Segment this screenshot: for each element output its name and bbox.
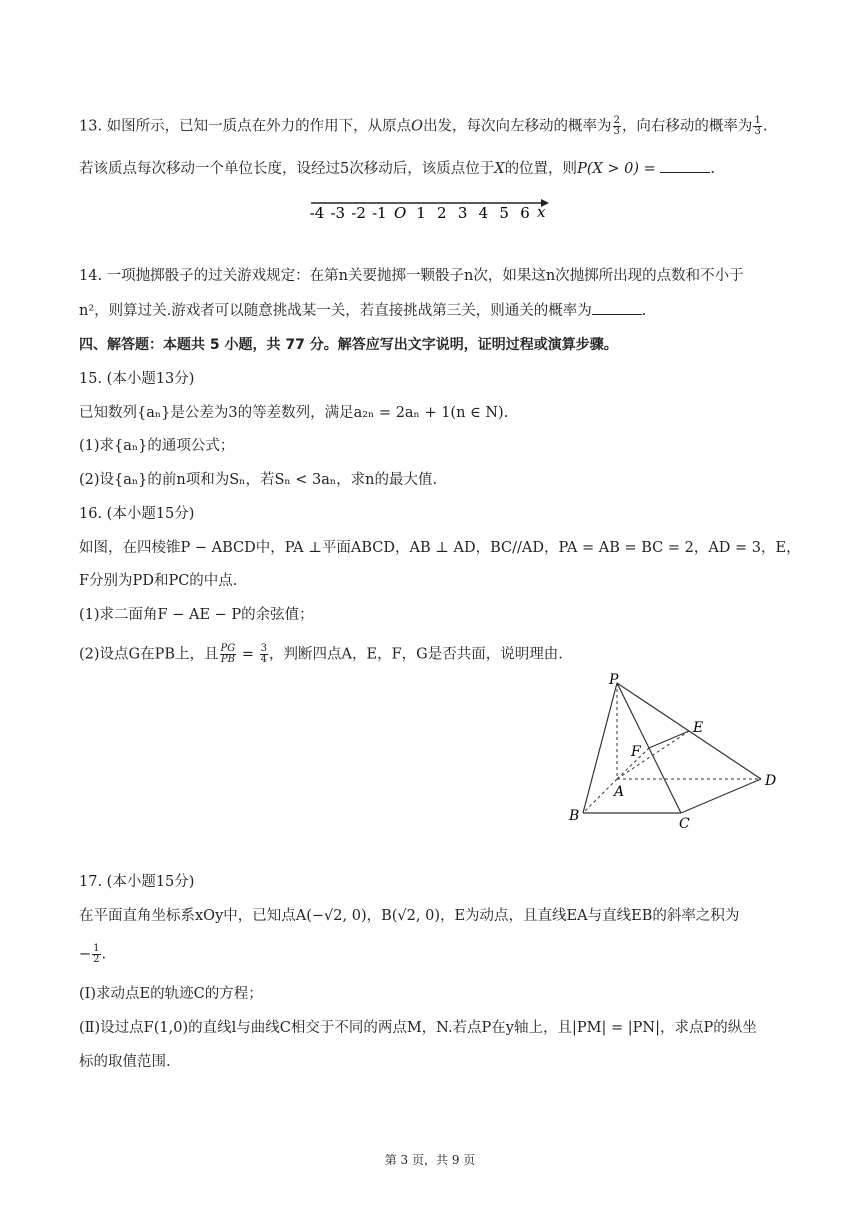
q16-text-a: (2)设点G在PB上，且: [79, 646, 219, 663]
pyramid-figure: [565, 670, 785, 835]
q17-stem1: 在平面直角坐标系xOy中，已知点A(−√2, 0)，B(√2, 0)，E为动点，且直线EA与直线EB的斜率之积为: [79, 908, 740, 924]
q14-line1: 14. 一项抛掷骰子的过关游戏规定：在第n关要抛掷一颗骰子n次，如果这n次抛掷所出现的点数和不小于: [79, 268, 744, 284]
q17-stem2: [79, 944, 106, 965]
label-c: C: [679, 816, 690, 832]
axis-label: x: [537, 203, 546, 221]
segment-fe: [649, 731, 689, 748]
frac-num: PG: [220, 643, 236, 654]
number-line-figure: [305, 192, 555, 224]
prob-right-frac: [753, 116, 761, 137]
q15-part1: (1)求{aₙ}的通项公式；: [79, 438, 235, 454]
minus-sign: −: [79, 946, 92, 963]
frac-den: PB: [220, 654, 235, 665]
tick-label: -2: [351, 204, 366, 222]
q17-part2-line1: (Ⅱ)设过点F(1,0)的直线l与曲线C相交于不同的两点M，N.若点P在y轴上，且|PM| = |PN|，求点P的纵坐: [79, 1020, 757, 1036]
q16-part1: (1)求二面角F − AE − P的余弦值；: [79, 607, 314, 623]
tick-label: -3: [330, 204, 346, 222]
answer-blank: [660, 158, 710, 173]
tick-label: -4: [309, 204, 325, 222]
label-d: D: [765, 773, 777, 789]
q17-stem-end: .: [101, 946, 107, 963]
three-quarters-frac: [260, 644, 268, 665]
label-a: A: [614, 784, 625, 800]
q16-stem2: F分别为PD和PC的中点.: [79, 573, 238, 589]
frac-num: 2: [613, 115, 620, 126]
q17-part1: (Ⅰ)求动点E的轨迹C的方程；: [79, 986, 263, 1002]
q13-text-e: 若该质点每次移动一个单位长度，设经过5次移动后，该质点位于: [79, 161, 495, 177]
frac-num: 1: [754, 115, 761, 126]
q16-text-b: ，判断四点A，E，F，G是否共面，说明理由.: [269, 646, 563, 663]
half-frac: [92, 944, 100, 965]
q13-text-c: ，向右移动的概率为: [621, 118, 753, 135]
prob-left-frac: [613, 116, 621, 137]
edge-cd: [681, 779, 761, 813]
q14-text: n²，则算过关.游戏者可以随意挑战某一关，若直接挑战第三关，则通关的概率为: [79, 303, 592, 319]
q13-text-f: 的位置，则: [504, 161, 578, 177]
q15-header: 15. (本小题13分): [79, 371, 195, 387]
q15-stem: 已知数列{aₙ}是公差为3的等差数列，满足a₂ₙ = 2aₙ + 1(n ∈ N).: [79, 405, 509, 421]
page-footer: 第 3 页，共 9 页: [384, 1153, 476, 1167]
segment-ae: [617, 731, 689, 779]
tick-label: 4: [478, 204, 489, 222]
q13-line1: [79, 116, 767, 137]
q13-expr: P(X > 0) =: [577, 161, 661, 177]
label-f: F: [631, 744, 641, 760]
var-x: X: [494, 161, 505, 177]
label-e: E: [693, 720, 704, 736]
eq-sign: =: [237, 646, 259, 663]
pg-pb-frac: [220, 644, 237, 665]
frac-den: 4: [260, 654, 268, 665]
q13-text-d: .: [762, 118, 768, 135]
q16-stem1: 如图，在四棱锥P − ABCD中，PA ⊥平面ABCD，AB ⊥ AD，BC//AD，PA = AB = BC = 2，AD = 3，E，: [79, 540, 801, 556]
answer-blank: [592, 300, 642, 315]
edge-ab: [583, 779, 617, 813]
q13-text-a: 13. 如图所示，已知一质点在外力的作用下，从原点: [79, 118, 412, 135]
section-heading: 四、解答题：本题共 5 小题，共 77 分。解答应写出文字说明，证明过程或演算步骤。: [79, 337, 618, 353]
label-b: B: [569, 808, 580, 824]
tick-label: 3: [457, 204, 468, 222]
tick-label: O: [394, 204, 407, 222]
q16-part2: [79, 644, 563, 665]
frac-den: 3: [754, 126, 761, 137]
q13-text-b: 出发，每次向左移动的概率为: [423, 118, 612, 135]
q17-part2-line2: 标的取值范围.: [79, 1054, 171, 1070]
frac-den: 3: [613, 126, 620, 137]
q13-line2: [79, 158, 715, 179]
tick-label: -1: [372, 204, 387, 222]
tick-label: 6: [520, 204, 530, 222]
label-p: P: [609, 672, 619, 688]
q14-line2: [79, 300, 646, 321]
frac-num: 1: [93, 943, 100, 954]
q13-end: .: [710, 161, 716, 177]
edge-pb: [583, 683, 617, 813]
number-line-ticks: [310, 204, 530, 222]
tick-label: 1: [416, 204, 426, 222]
frac-den: 2: [93, 954, 100, 965]
var-o: O: [411, 118, 424, 135]
q17-header: 17. (本小题15分): [79, 874, 195, 890]
q14-end: .: [641, 303, 647, 319]
tick-label: 2: [437, 204, 447, 222]
tick-label: 5: [499, 204, 509, 222]
q16-header: 16. (本小题15分): [79, 506, 195, 522]
frac-num: 3: [260, 643, 268, 654]
q15-part2: (2)设{aₙ}的前n项和为Sₙ，若Sₙ < 3aₙ，求n的最大值.: [79, 472, 438, 488]
